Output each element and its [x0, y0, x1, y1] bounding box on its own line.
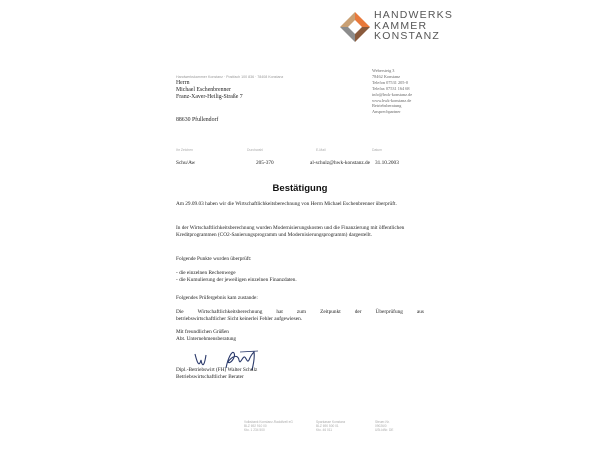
paragraph-4: Folgendes Prüfergebnis kam zustande:: [176, 295, 258, 301]
reference-date: 31.10.2003: [375, 160, 399, 166]
footer-column-1: Volksbank Konstanz-Radolfzell eG BLZ 692 910 00 Kto. 1 234 500: [244, 420, 293, 433]
footer-column-3: Steuer-Nr. 09026/0 USt-IdNr. DE: [375, 420, 394, 433]
document-title: Bestätigung: [272, 183, 328, 194]
recipient-city: 88630 Pfullendorf: [176, 117, 219, 123]
reference-phone-ext: 205-370: [256, 160, 274, 166]
signatory-name: Dipl.-Betriebswirt (FH) Walter Schulz: [176, 367, 258, 373]
paragraph-3: Folgende Punkte wurden überprüft:: [176, 256, 252, 262]
reference-label-4: Datum: [372, 148, 382, 152]
sender-return-line: Handwerkskammer Konstanz · Postfach 100 836 · 78408 Konstanz: [176, 75, 284, 79]
paragraph-5-line-2: betriebswirtschaftlicher Sicht keinerlei Fehler aufgewiesen.: [176, 316, 303, 322]
signatory-role: Betriebswirtschaftlicher Berater: [176, 374, 244, 380]
reference-label-2: Durchwahl: [247, 148, 264, 152]
closing-greeting: Mit freundlichen Grüßen: [176, 329, 229, 335]
footer-column-2: Sparkasse Konstanz BLZ 690 500 01 Kto. 46 011: [316, 420, 346, 433]
reference-label-1: Ihr Zeichen: [176, 148, 193, 152]
closing-department: Abt. Unternehmensberatung: [176, 336, 237, 342]
paragraph-5-line-1: Die Wirtschaftlichkeitsberechnung hat zum Zeitpunkt der Überprüfung aus: [176, 309, 424, 315]
paragraph-1: Am 29.09.03 haben wir die Wirtschaftlichkeitsberechnung von Herrn Michael Eschenbrenner überprüft.: [176, 201, 397, 207]
recipient-salutation: Herrn: [176, 80, 190, 86]
recipient-street: Franz-Xaver-Heilig-Straße 7: [176, 94, 243, 100]
checked-items-list: [176, 270, 423, 284]
recipient-address: [176, 80, 243, 101]
list-item: - die Kumulierung der jeweiligen einzelnen Finanzdaten.: [176, 277, 297, 283]
reference-label-3: E-Mail: [316, 148, 326, 152]
organization-name: HANDWERKS KAMMER KONSTANZ: [374, 9, 454, 42]
paragraph-2: In der Wirtschaftlichkeitsberechnung wurden Modernisierungskosten und die Finanzierung mit öffentlichen Kreditprogrammen (CO2-Sanierungsprogramm und Modernisierungsprogramm) dargestellt.: [176, 225, 405, 238]
list-item: - die einzelnen Rechenwege: [176, 270, 236, 276]
reference-email: al-schulz@hwk-konstanz.de: [310, 160, 371, 166]
recipient-name: Michael Eschenbrenner: [176, 87, 231, 93]
handwerkskammer-logo-icon: [339, 11, 371, 43]
contact-block: Webersteig 3 78462 Konstanz Telefon 07531 205-0 Telefax 07531 164 68 info@hwk-konstanz.de www.hwk-konstanz.de Betriebsberatung Ansprechpartner: [372, 68, 413, 115]
reference-sign: Schu/Aw: [176, 160, 196, 166]
